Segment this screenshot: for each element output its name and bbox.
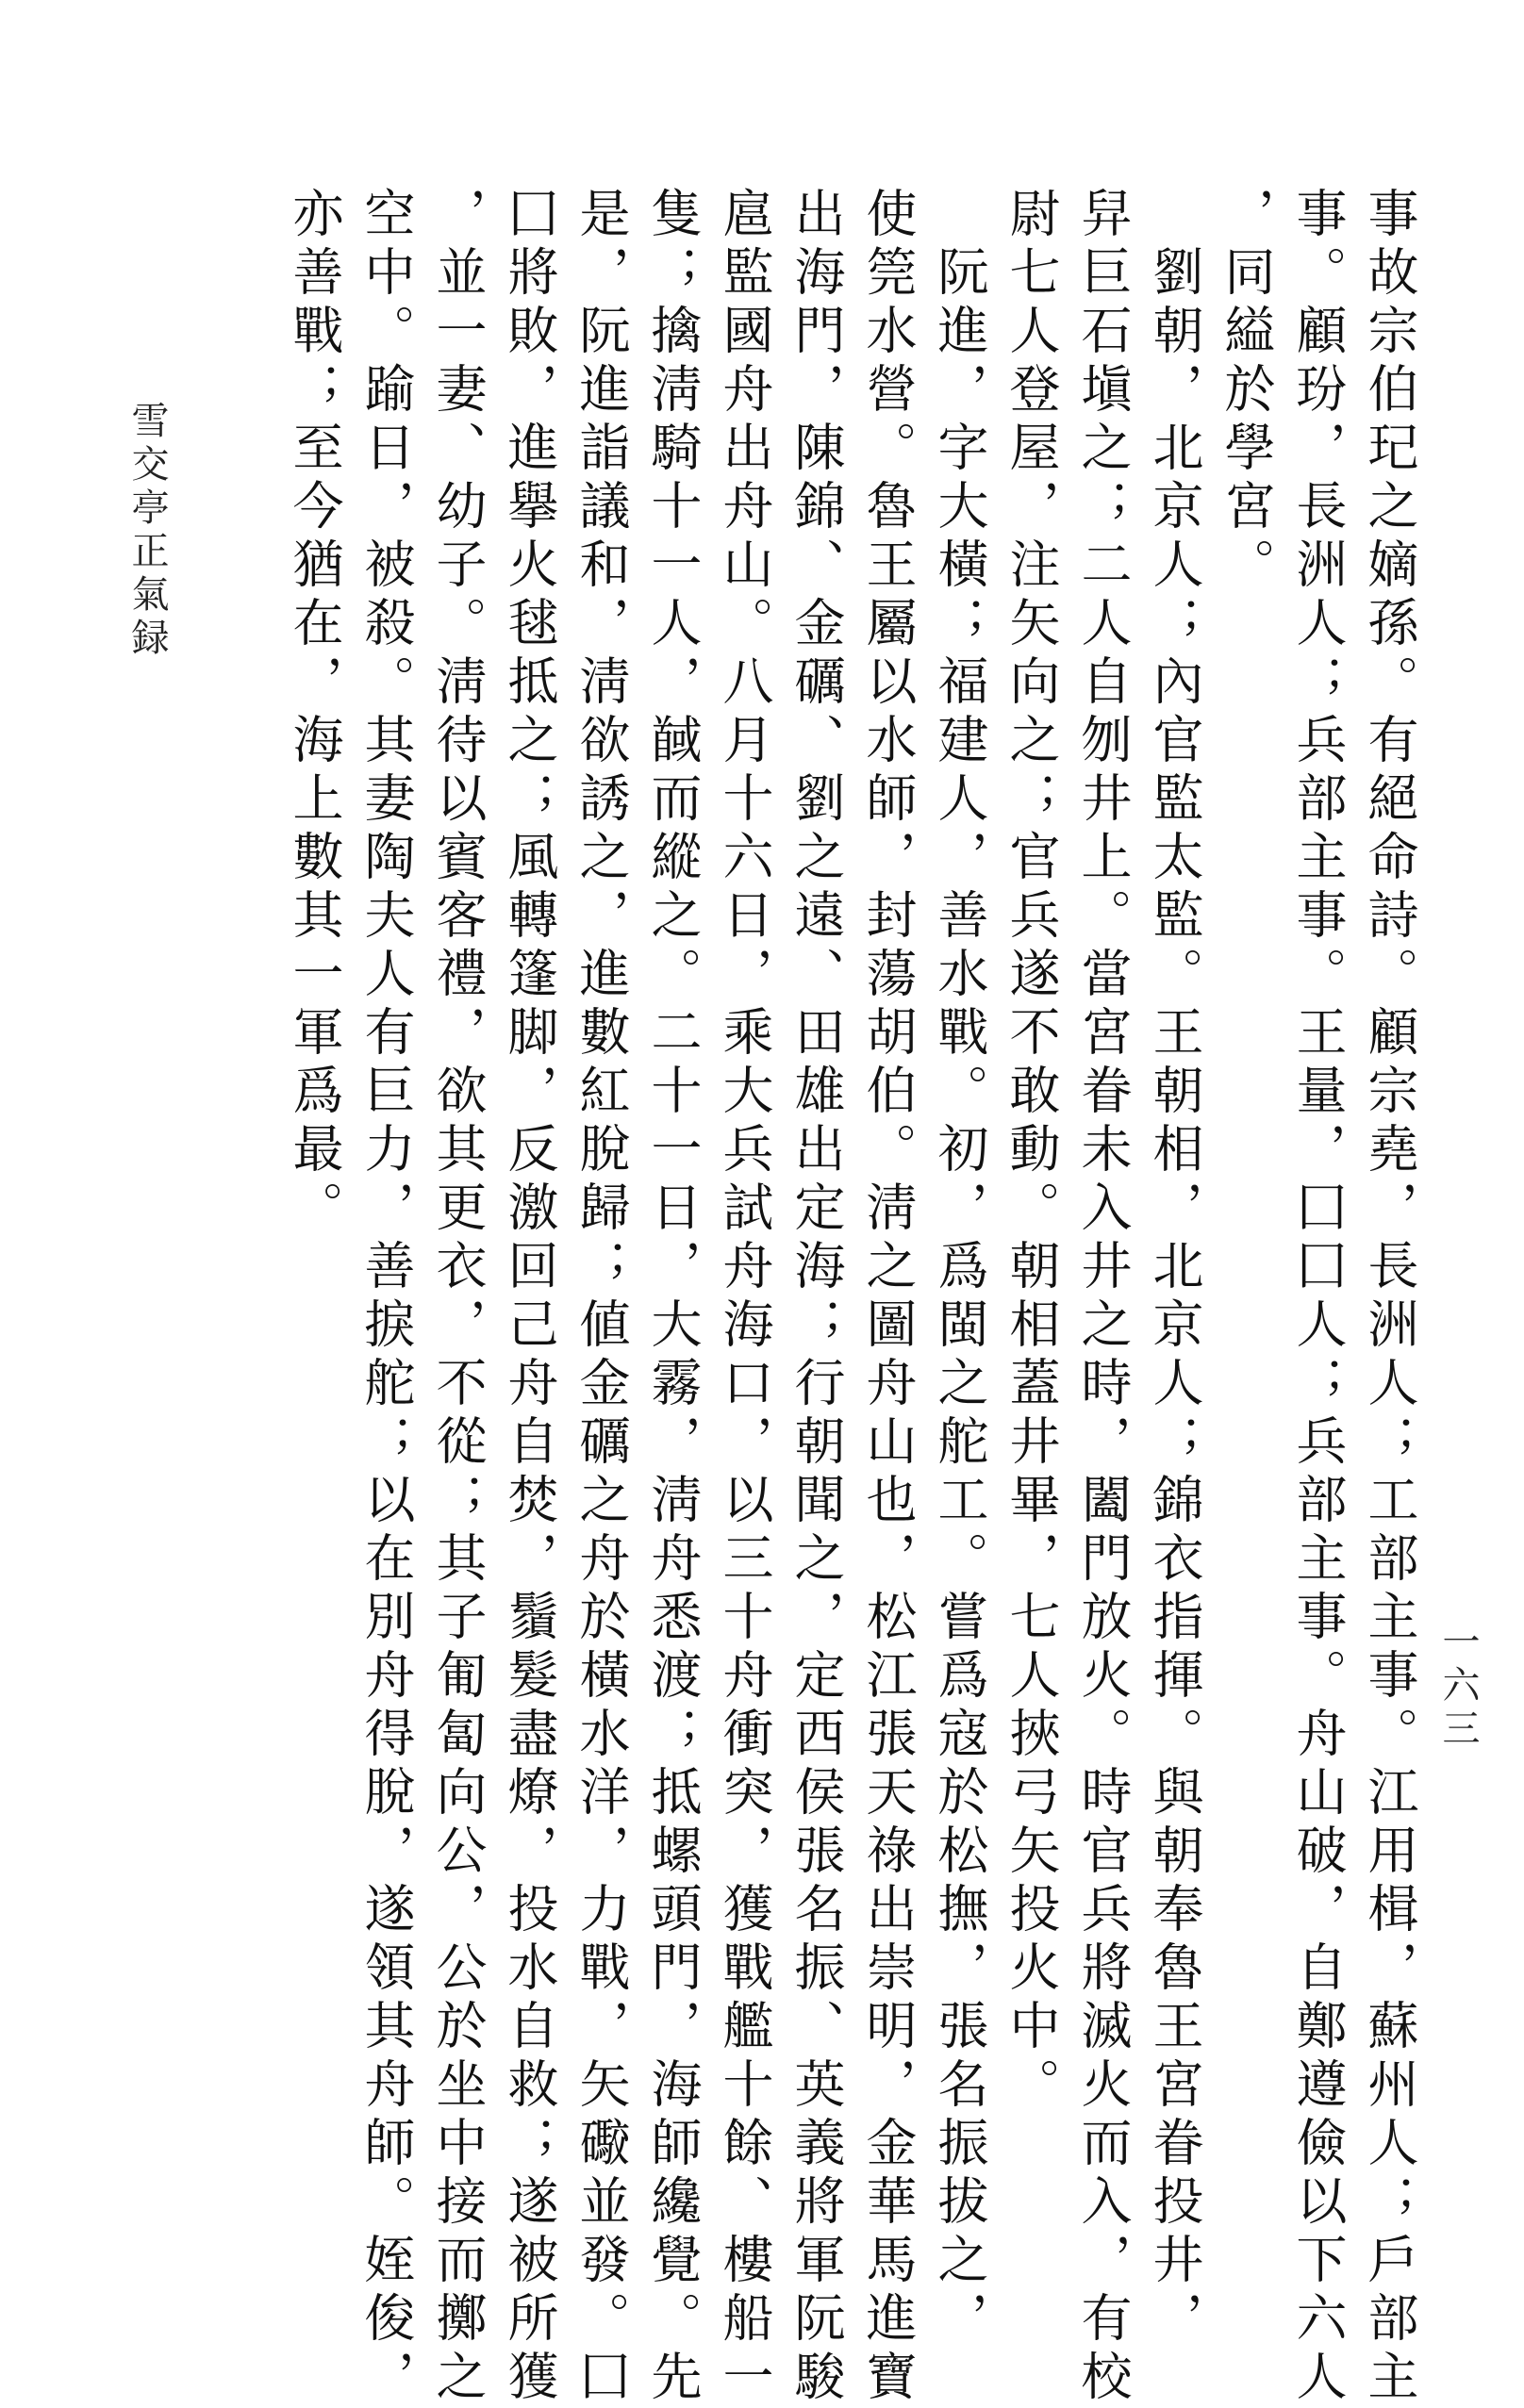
text-line: 出海門，陳錦、金礪、劉之遠、田雄出定海；行朝聞之，定西侯張名振、英義將軍阮駿 — [787, 187, 846, 2408]
text-line: ，同縊於學宮。 — [1217, 187, 1276, 596]
text-line: 扈監國舟出舟山。八月十六日，乘大兵試舟海口，以三十舟衝突，獲戰艦十餘、樓船一 — [715, 187, 774, 2408]
text-line: 空中。踰日，被殺。其妻陶夫人有巨力，善捩舵；以在別舟得脫，遂領其舟師。姪俊， — [356, 187, 416, 2408]
page-number: 一六三 — [1436, 1622, 1480, 1752]
text-line: 隻；擒淸騎十一人，馘而縱之。二十一日，大霧，淸舟悉渡；抵螺頭門，海師纔覺。先 — [643, 187, 703, 2408]
text-line: 是，阮進詣議和，淸欲誘之，進數紅脫歸；値金礪之舟於橫水洋，力戰，矢礮並發。囗 — [572, 187, 631, 2408]
text-line: 事。顧玢，長洲人；兵部主事。王量，囗囗人；兵部主事。舟山破，自鄭遵儉以下六人 — [1288, 187, 1348, 2408]
text-line: 囗將敗，進擧火毬抵之；風轉篷脚，反激回己舟自焚，鬚髮盡燎，投水自救；遂被所獲 — [500, 187, 559, 2408]
text-line: 舁巨石塡之；二人自刎井上。當宮眷未入井之時，闔門放火。時官兵將滅火而入，有校 — [1073, 187, 1133, 2408]
text-line: 尉七人登屋，注矢向之；官兵遂不敢動。朝相蓋井畢，七人挾弓矢投火中。 — [1002, 187, 1061, 2116]
text-line: 使筦水營。魯王屬以水師，封蕩胡伯。淸之圖舟山也，松江張天祿出崇明，金華馬進寶 — [858, 187, 918, 2408]
text-line: 阮進，字大橫；福建人，善水戰。初，爲閩之舵工。嘗爲寇於松撫，張名振拔之， — [930, 187, 989, 2350]
text-line: 劉朝，北京人；內官監太監。王朝相，北京人；錦衣指揮。與朝奉魯王宮眷投井， — [1145, 187, 1204, 2350]
vertical-text-block — [105, 187, 1425, 2408]
text-line: ，並一妻、幼子。淸待以賓客禮，欲其更衣，不從；其子匍匐向公，公於坐中接而擲之 — [428, 187, 488, 2408]
text-line: 亦善戰；至今猶在，海上數其一軍爲最。 — [285, 187, 344, 1239]
running-title: 雪交亭正氣録 — [125, 401, 169, 661]
text-line: 事故宗伯玘之嫡孫。有絕命詩。顧宗堯，長洲人；工部主事。江用楫，蘇州人；戶部主 — [1360, 187, 1419, 2408]
